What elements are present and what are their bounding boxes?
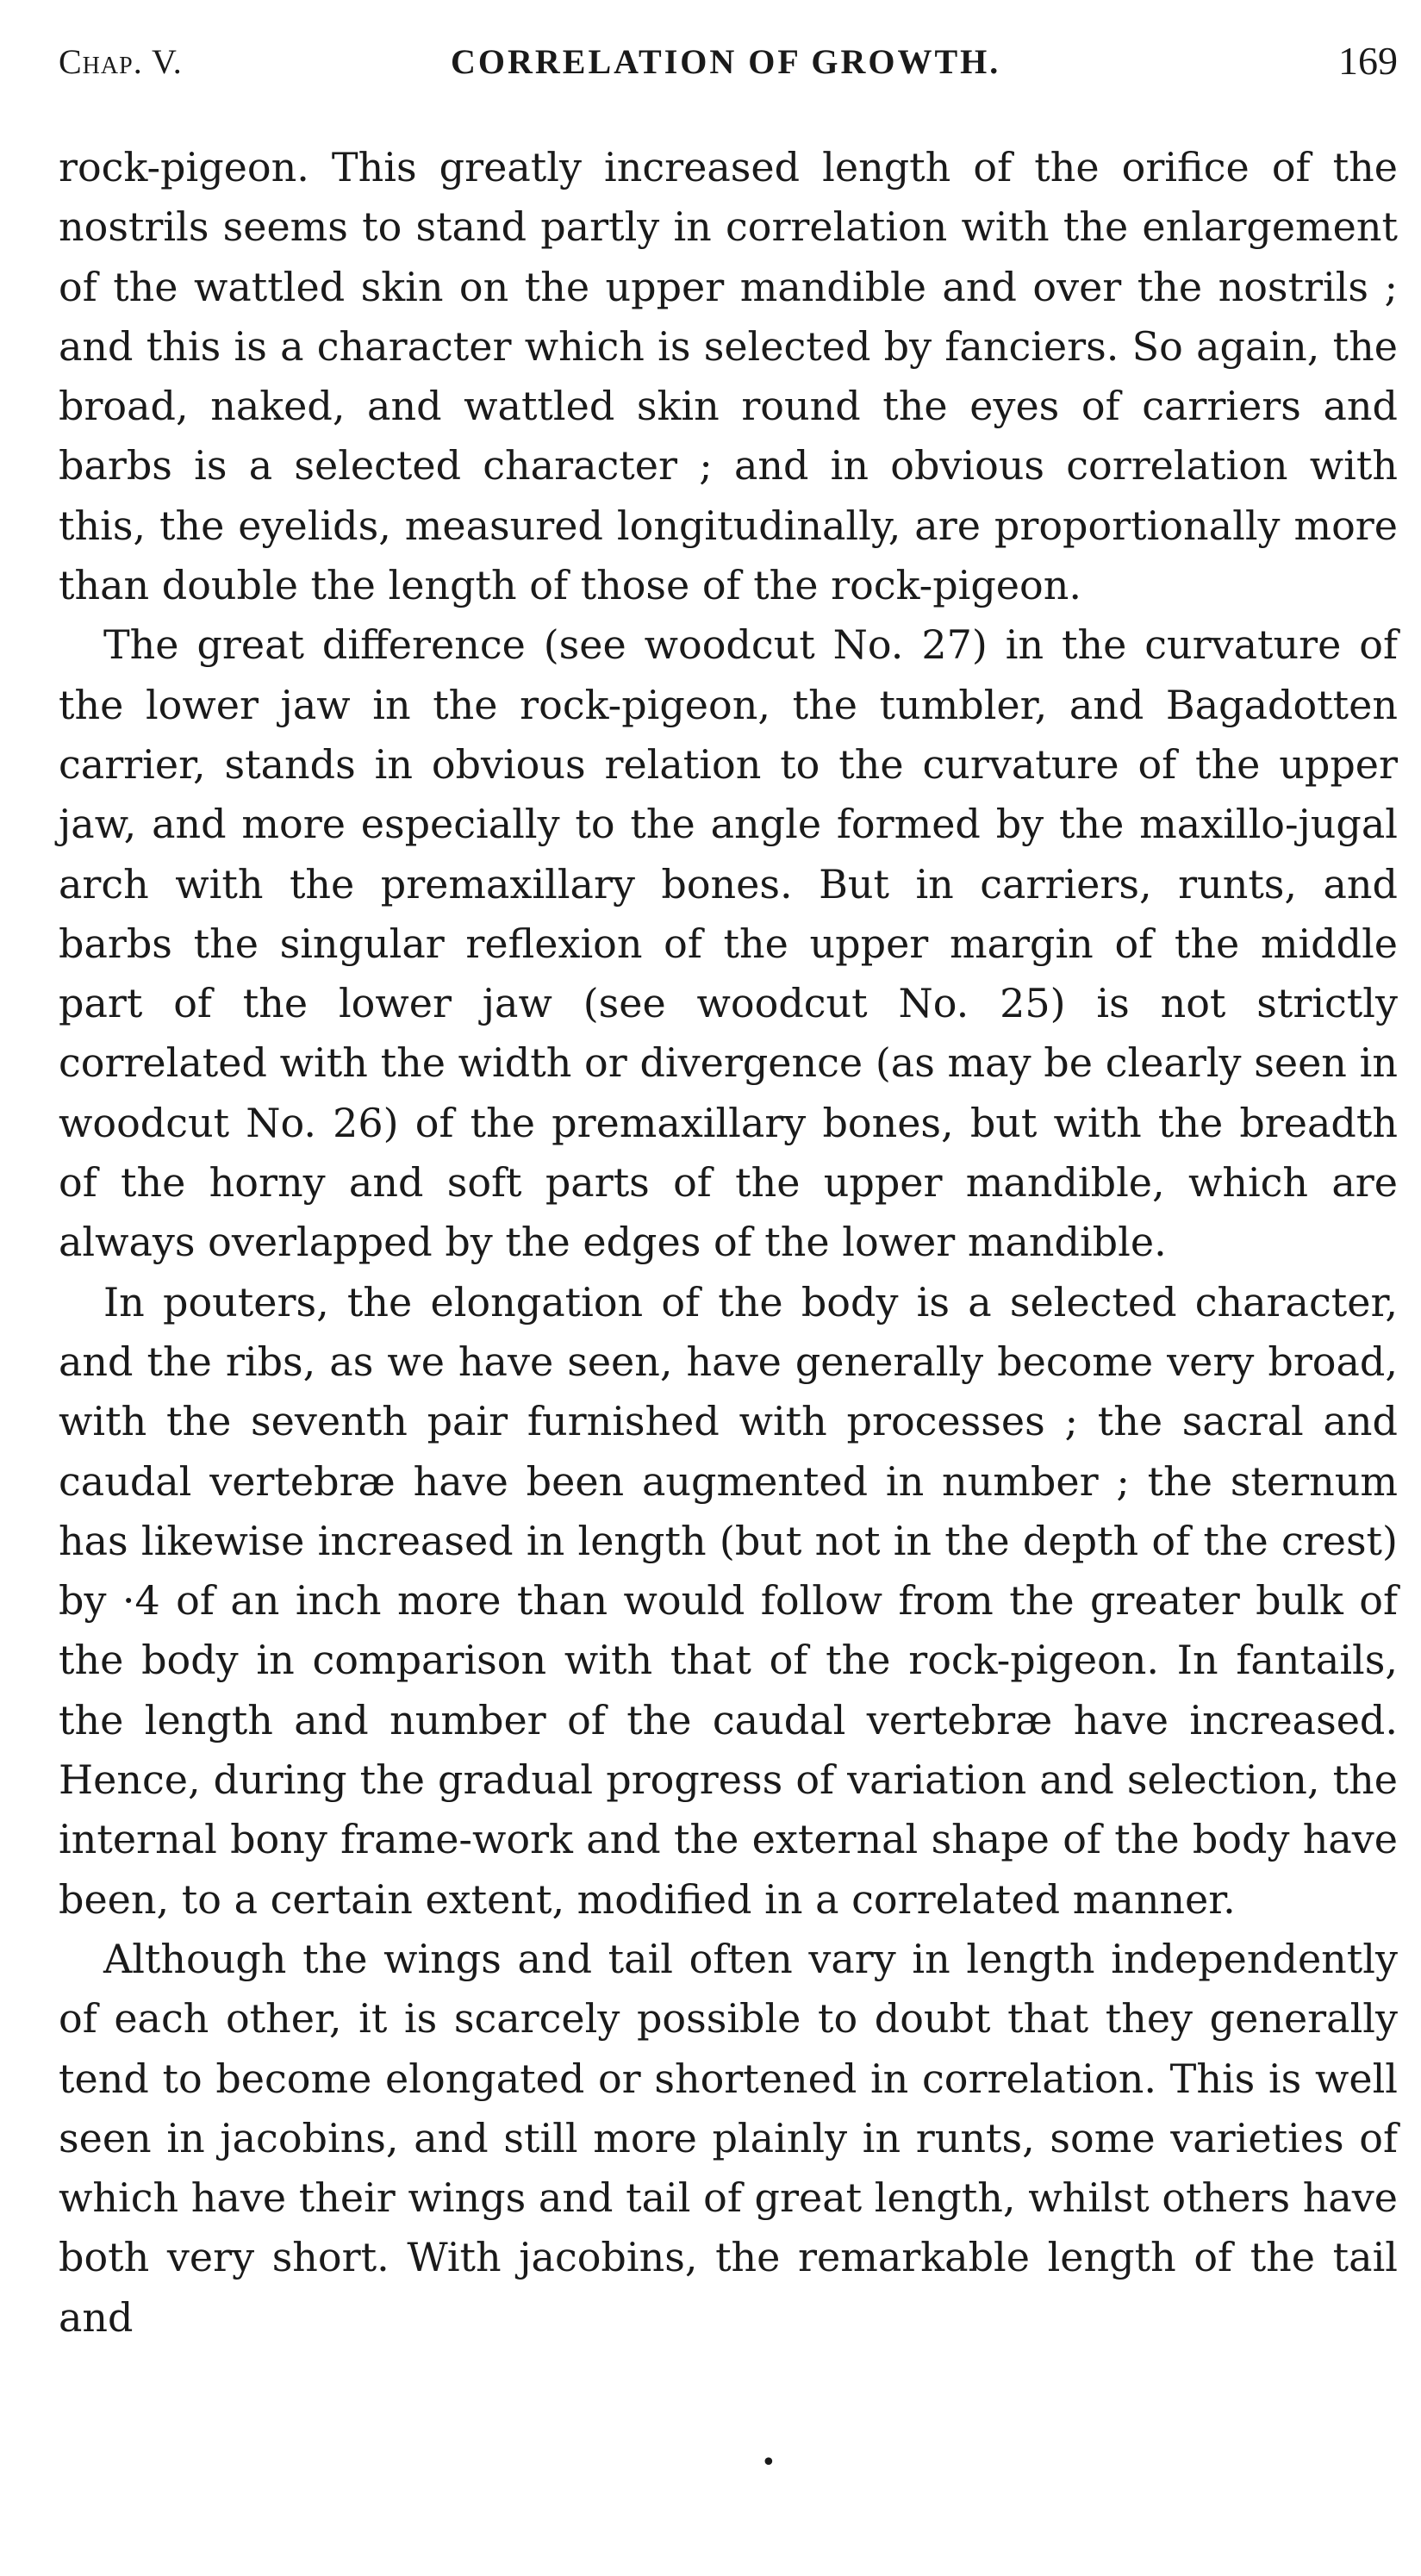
body-text [59,138,1398,2348]
running-head [59,41,1398,93]
page-number: 169 [1338,39,1398,83]
paragraph-continuation: rock-pigeon. This greatly increased length of the orifice of the nostrils seems to stand partly in correlation with the enlargement of the wattled skin on the upper mandible and over the nostrils ; and this is a character which is selected by fanciers. So again, the broad, naked, and wattled skin round the eyes of carriers and barbs is a selected character ; and in obvious correlation with this, the eyelids, measured longitudinally, are proportionally more than double the length of those of the rock-pigeon. [59,144,1398,609]
chapter-label: Chap. V. [59,42,183,81]
chapter-title: CORRELATION OF GROWTH. [451,42,1001,81]
page-mark: • [761,2448,776,2478]
paragraph-wings-tail: Although the wings and tail often vary in length independently of each other, it is scarcely possible to doubt that they generally tend to become elongated or shortened in correlation. This is well seen in jacobins, and still more plainly in runts, some varieties of which have their wings and tail of great length, whilst others have both very short. With jacobins, the remarkable length of the tail and [59,1935,1398,2341]
paragraph-lower-jaw: The great difference (see woodcut No. 27) in the curvature of the lower jaw in the rock-pigeon, the tumbler, and Bagadotten carrier, stands in obvious relation to the curvature of the upper jaw, and more especially to the angle formed by the maxillo-jugal arch with the premaxillary bones. But in carriers, runts, and barbs the singular reflexion of the upper margin of the middle part of the lower jaw (see woodcut No. 25) is not strictly correlated with the width or divergence (as may be clearly seen in woodcut No. 26) of the premaxillary bones, but with the breadth of the horny and soft parts of the upper mandible, which are always overlapped by the edges of the lower mandible. [59,621,1398,1266]
paragraph-pouters: In pouters, the elongation of the body is a selected character, and the ribs, as we have seen, have generally become very broad, with the seventh pair furnished with processes ; the sacral and caudal vertebræ have been augmented in number ; the sternum has likewise increased in length (but not in the depth of the crest) by ·4 of an inch more than would follow from the greater bulk of the body in comparison with that of the rock-pigeon. In fantails, the length and number of the caudal vertebræ have increased. Hence, during the gradual progress of variation and selection, the internal bony frame-work and the external shape of the body have been, to a certain extent, modified in a correlated manner. [59,1278,1398,1923]
